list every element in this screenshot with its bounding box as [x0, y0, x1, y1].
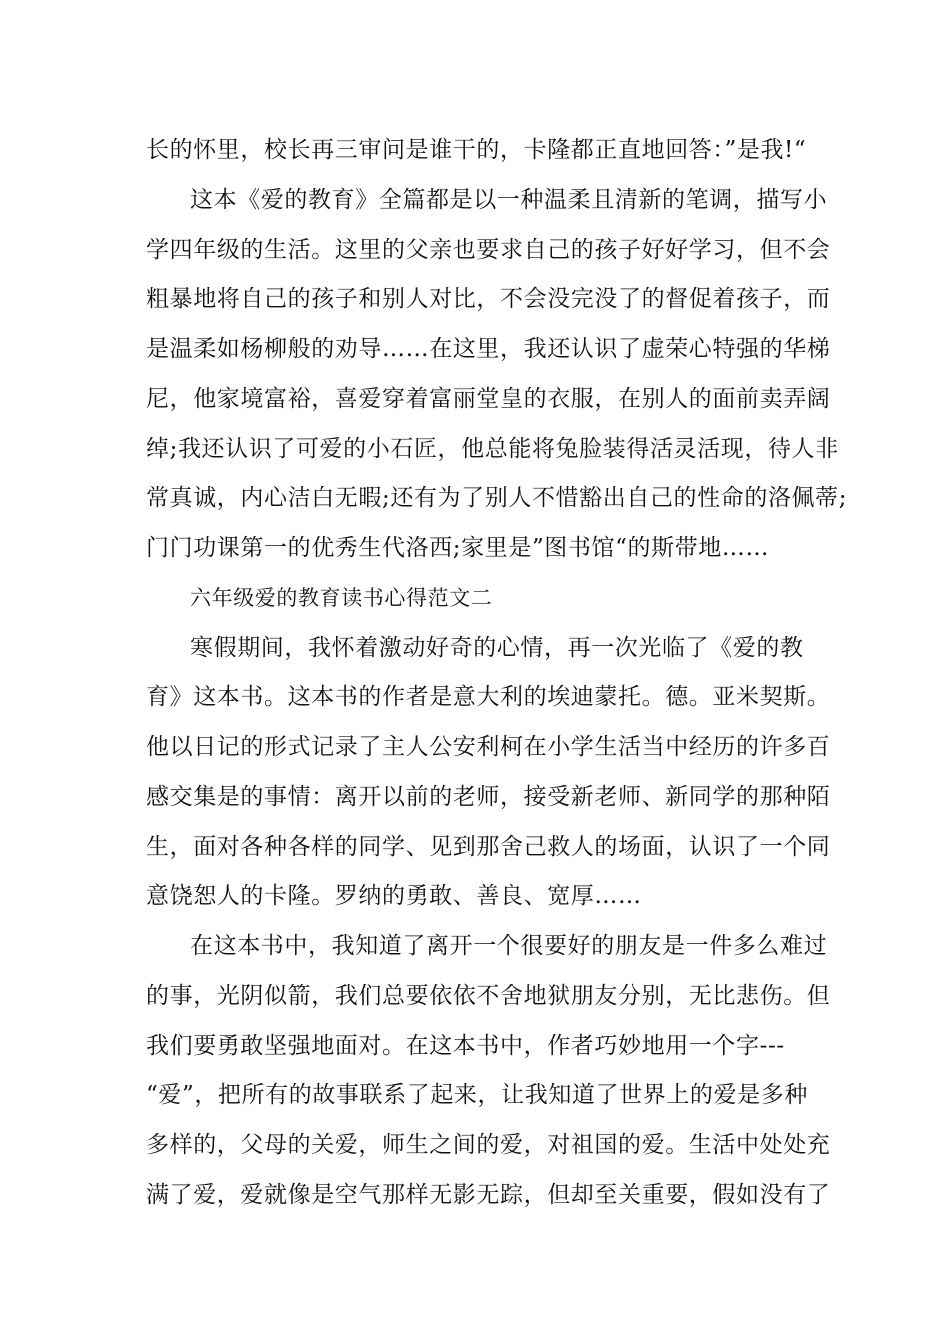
body-text-line: 育》这本书。这本书的作者是意大利的埃迪蒙托。德。亚米契斯。 — [146, 684, 831, 710]
body-text-line: 满了爱，爱就像是空气那样无影无踪，但却至关重要，假如没有了 — [146, 1182, 831, 1208]
body-text-line: 的事，光阴似箭，我们总要依依不舍地狱朋友分别，无比悲伤。但 — [146, 983, 831, 1009]
body-text-line: 是温柔如杨柳般的劝导……在这里，我还认识了虚荣心特强的华梯 — [146, 336, 831, 362]
body-text-line: 长的怀里，校长再三审问是谁干的，卡隆都正直地回答：”是我!“ — [146, 137, 807, 163]
body-text-line: 粗暴地将自己的孩子和别人对比，不会没完没了的督促着孩子，而 — [146, 286, 831, 312]
paragraph-first-line: 这本《爱的教育》全篇都是以一种温柔且清新的笔调，描写小 — [190, 187, 828, 213]
body-text-line: “爱”，把所有的故事联系了起来，让我知道了世界上的爱是多种 — [146, 1082, 808, 1108]
body-text-line: 学四年级的生活。这里的父亲也要求自己的孩子好好学习，但不会 — [146, 237, 831, 263]
paragraph-first-line: 在这本书中，我知道了离开一个很要好的朋友是一件多么难过 — [190, 933, 828, 959]
body-text-line: 他以日记的形式记录了主人公安利柯在小学生活当中经历的许多百 — [146, 734, 831, 760]
section-heading: 六年级爱的教育读书心得范文二 — [190, 586, 493, 610]
body-text-line: 门门功课第一的优秀生代洛西;家里是”图书馆“的斯带地…… — [146, 535, 770, 561]
body-text-line: 尼，他家境富裕，喜爱穿着富丽堂皇的衣服，在别人的面前卖弄阔 — [146, 386, 831, 412]
body-text-line: 感交集是的事情：离开以前的老师，接受新老师、新同学的那种陌 — [146, 784, 831, 810]
body-text-line: 绰;我还认识了可爱的小石匠，他总能将兔脸装得活灵活现，待人非 — [146, 436, 839, 462]
body-text-line: 常真诚，内心洁白无暇;还有为了别人不惜豁出自己的性命的洛佩蒂; — [146, 485, 848, 511]
body-text-line: 生，面对各种各样的同学、见到那舍己救人的场面，认识了一个同 — [146, 834, 831, 860]
body-text-line: 多样的，父母的关爱，师生之间的爱，对祖国的爱。生活中处处充 — [146, 1132, 831, 1158]
body-text-line: 意饶恕人的卡隆。罗纳的勇敢、善良、宽厚…… — [146, 883, 642, 909]
body-text-line: 我们要勇敢坚强地面对。在这本书中，作者巧妙地用一个字--- — [146, 1033, 785, 1059]
paragraph-first-line: 寒假期间，我怀着激动好奇的心情，再一次光临了《爱的教 — [190, 635, 804, 661]
